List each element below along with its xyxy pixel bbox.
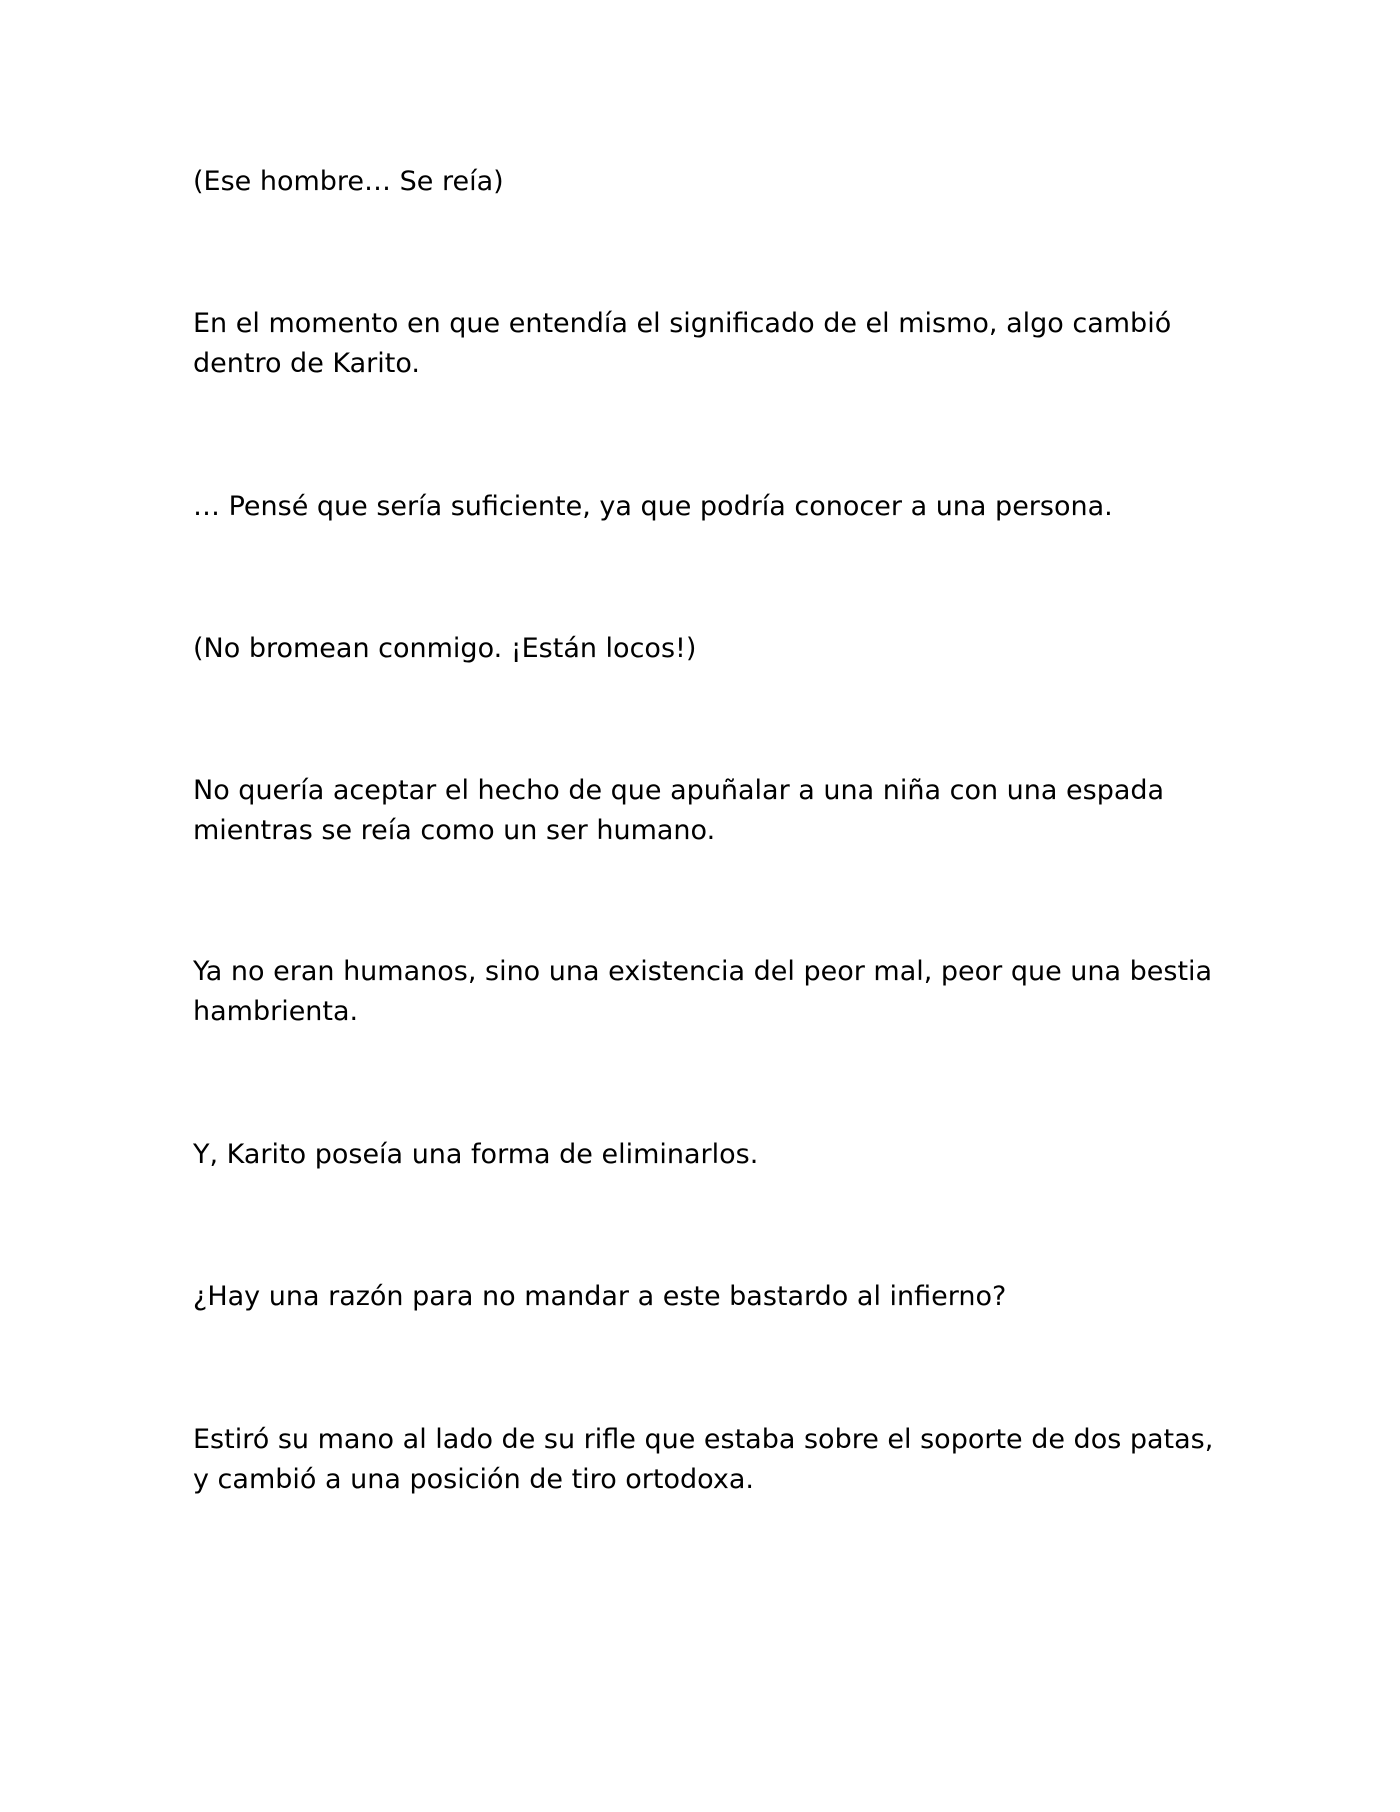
- paragraph-4: (No bromean conmigo. ¡Están locos!): [193, 633, 697, 664]
- paragraph-6: Ya no eran humanos, sino una existencia del peor mal, peor que una bestia hambrienta.: [193, 956, 1213, 1027]
- paragraph-9: Estiró su mano al lado de su rifle que estaba sobre el soporte de dos patas, y cambió a una posición de tiro ortodoxa.: [193, 1424, 1214, 1495]
- paragraph-3: … Pensé que sería suficiente, ya que podría conocer a una persona.: [193, 491, 1113, 522]
- paragraph-8: ¿Hay una razón para no mandar a este bastardo al infierno?: [193, 1281, 1007, 1312]
- paragraph-1: (Ese hombre… Se reía): [193, 166, 504, 197]
- paragraph-7: Y, Karito poseía una forma de eliminarlos.: [193, 1139, 759, 1170]
- paragraph-2: En el momento en que entendía el significado de el mismo, algo cambió dentro de Karito.: [193, 308, 1172, 379]
- paragraph-5: No quería aceptar el hecho de que apuñalar a una niña con una espada mientras se reía como un ser humano.: [193, 775, 1165, 846]
